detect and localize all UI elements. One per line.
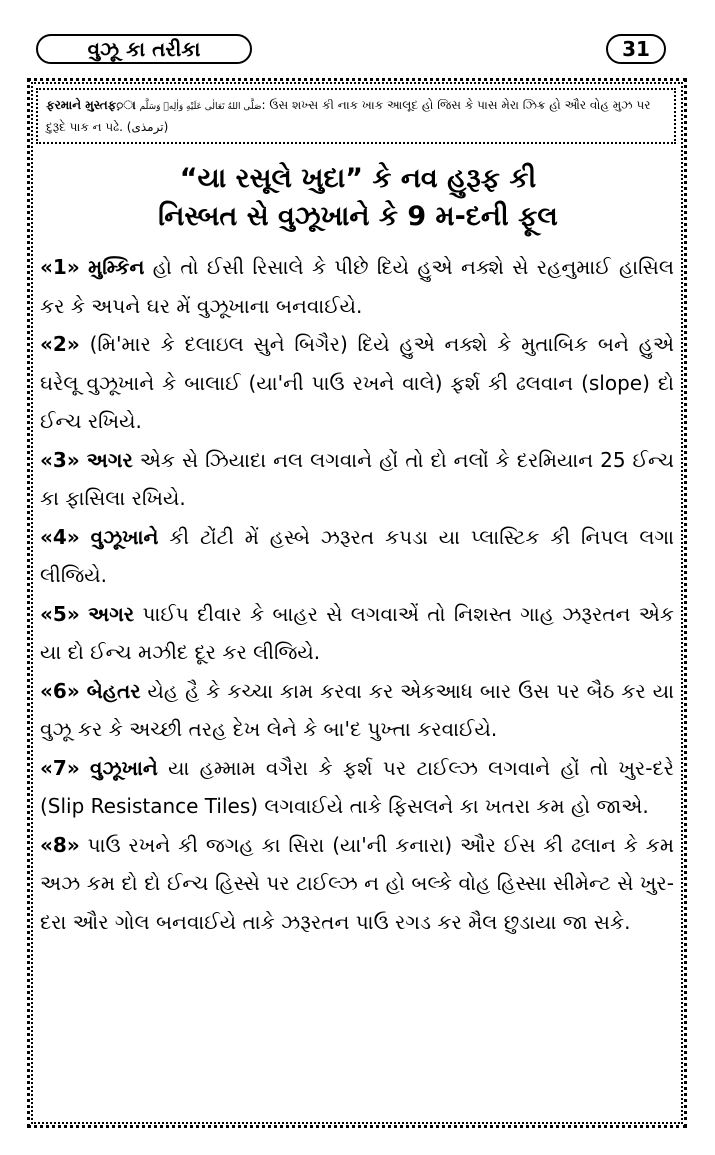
point-text: યેહ હૈ કે કચ્ચા કામ કરવા કર એકઆધ બાર ઉસ પર બૈઠ કર યા વુઝૂ કર કે અચ્છી તરહ દેખ લેને કે બા'દ પુખ્તા કરવાઈયે. [40, 678, 674, 741]
point-number: «3» [40, 447, 80, 472]
point-3 [40, 441, 674, 518]
point-lead: અગર [88, 601, 135, 626]
point-lead: અગર [86, 447, 133, 472]
heading-line-1: “યા રસૂલે ખુદા” કે નવ હુરૂફ કી [179, 163, 537, 194]
point-text: (મિ'માર કે દલાઇલ સુને બિગૈર) દિયે હુએ નક્શે કે મુતાબિક બને હુએ ઘરેલૂ વુઝૂખાને કે બાલાઈ (યા'ની પાઉ રખને વાલે) ફર્શ કી ઢલવાન (slope) દો ઈન્ચ રખિયે. [40, 332, 675, 433]
hadith-prefix: ફરમાને મુસ્તફ़ા [46, 98, 136, 112]
point-text: હો તો ઈસી રિસાલે કે પીછે દિયે હુએ નક્શે સે રહનુમાઈ હાસિલ કર કે અપને ઘર મેં વુઝૂખાના બનવાઈયે. [40, 255, 675, 318]
hadith-source: (ترمذی) [126, 120, 169, 134]
point-6 [40, 672, 674, 749]
point-number: «4» [40, 524, 80, 549]
point-4 [40, 518, 674, 595]
point-lead: વુઝૂખાને [90, 524, 159, 549]
points-list [40, 248, 674, 941]
point-number: «6» [40, 678, 80, 703]
point-text: યા હમ્મામ વગૈરા કે ફર્શ પર ટાઈલ્ઝ લગવાને હોં તો ખુર-દરે (Slip Resistance Tiles) લગવાઈયે તાકે ફિસલને કા ખતરા કમ હો જાએ. [40, 755, 674, 818]
point-1 [40, 248, 674, 325]
point-number: «8» [40, 832, 80, 857]
point-number: «1» [40, 255, 80, 279]
hadith-box [36, 88, 676, 144]
point-lead: બેહતર [86, 678, 141, 703]
chapter-title: વુઝૂ કા તરીકા [36, 34, 252, 64]
point-8 [40, 826, 674, 942]
point-lead: મુમ્કિન [88, 255, 145, 279]
point-text: કી ટોંટી મેં હસ્બે ઝરૂરત કપડા યા પ્લાસ્ટિક કી નિપલ લગા લીજિયે. [40, 524, 675, 587]
point-number: «2» [40, 332, 80, 356]
hadith-honorific: صَلَّى اللهُ تَعَالٰى عَلَيْهِ وَاٰلِهٖ وَسَلَّم [139, 102, 262, 112]
point-text: એક સે ઝિયાદા નલ લગવાને હોં તો દો નલોં કે દરમિયાન 25 ઈન્ચ કા ફાસિલા રખિયે. [40, 447, 674, 510]
point-2 [40, 325, 674, 441]
point-7 [40, 749, 674, 826]
point-lead: વુઝૂખાને [90, 755, 158, 780]
point-number: «7» [40, 755, 80, 780]
point-number: «5» [40, 601, 80, 626]
point-text: પાઈપ દીવાર કે બાહર સે લગવાએં તો નિશસ્ત ગાહ ઝરૂરતન એક યા દો ઈન્ચ મઝીદ દૂર કર લીજિયે. [40, 601, 674, 664]
page-number: 31 [606, 34, 666, 64]
point-text: પાઉ રખને કી જગહ કા સિરા (યા'ની કનારા) ઔર ઈસ કી ઢલાન કે કમ અઝ કમ દો દો ઈન્ચ હિસ્સે પર ટાઈલ્ઝ ન હો બલ્કે વોહ હિસ્સા સીમેન્ટ સે ખુર-દરા ઔર ગોલ બનવાઈયે તાકે ઝરૂરતન પાઉ રગડ કર મૈલ છુડાયા જા સકે. [40, 832, 675, 934]
point-5 [40, 595, 674, 672]
hadith-text: : ઉસ શખ્સ કી નાક ખાક આલૂદ હો જિસ કે પાસ મેરા ઝિક્ર હો ઔર વોહ મુઝ પર દુરૂદે પાક ન પઢે. [46, 98, 651, 134]
heading-line-2: નિસ્બત સે વુઝૂખાને કે 9 મ-દની ફૂલ [158, 201, 558, 232]
